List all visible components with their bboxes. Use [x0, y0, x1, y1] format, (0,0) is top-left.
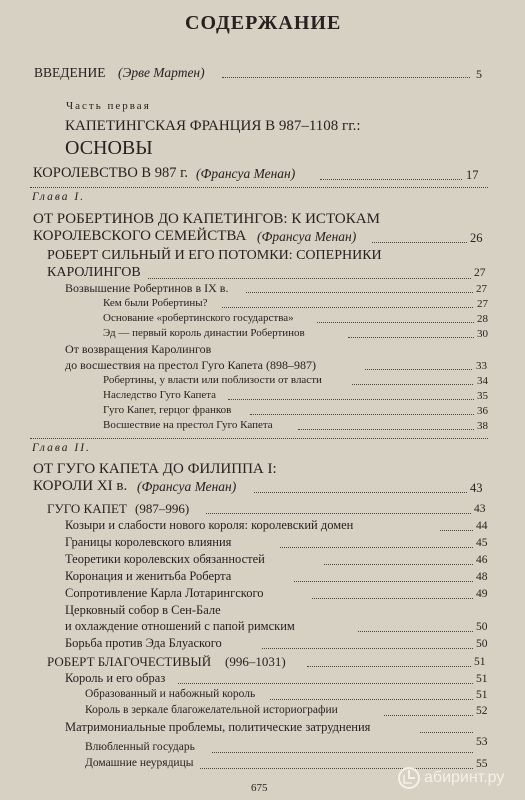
toc-page-number: 26	[470, 231, 483, 245]
toc-leader	[348, 337, 474, 338]
toc-entry-title: Образованный и набожный король	[85, 688, 256, 700]
toc-leader	[307, 666, 471, 667]
toc-leader	[298, 429, 474, 430]
chapter-1-title-line1: ОТ РОБЕРТИНОВ ДО КАПЕТИНГОВ: К ИСТОКАМ	[33, 211, 380, 227]
section-years-robert: (996–1031)	[225, 654, 286, 669]
chapter-1-label: Глава I.	[32, 191, 86, 203]
part-subtitle: ОСНОВЫ	[65, 137, 153, 159]
toc-leader	[372, 242, 467, 243]
chapter-divider	[30, 438, 488, 439]
toc-leader	[317, 322, 474, 323]
toc-leader	[384, 715, 473, 716]
toc-page-number: 52	[476, 705, 488, 717]
toc-entry-title: Матримониальные проблемы, политические затруднения	[65, 720, 371, 734]
toc-entry-title: Эд — первый король династии Робертинов	[103, 327, 305, 339]
toc-leader	[358, 631, 473, 632]
toc-leader	[440, 530, 473, 531]
toc-leader	[420, 732, 473, 733]
toc-leader	[312, 598, 473, 599]
toc-entry-title: Король и его образ	[65, 671, 166, 685]
toc-leader	[352, 384, 473, 385]
toc-page-number: 51	[474, 656, 486, 668]
toc-page-number: 43	[474, 503, 486, 515]
toc-page-number: 43	[470, 481, 483, 495]
toc-page-number: 30	[477, 328, 488, 340]
toc-entry-title: Наследство Гуго Капета	[103, 389, 217, 401]
toc-page-number: 46	[476, 554, 488, 566]
toc-page-number: 55	[476, 758, 488, 770]
toc-page-number: 27	[476, 283, 487, 295]
chapter-2-title-line2: КОРОЛИ XI в.	[33, 478, 128, 494]
toc-page-number: 51	[476, 689, 488, 701]
page-heading: СОДЕРЖАНИЕ	[185, 12, 342, 34]
section-title-robert: РОБЕРТ БЛАГОЧЕСТИВЫЙ	[47, 654, 212, 669]
toc-entry-intro-title: ВВЕДЕНИЕ	[34, 65, 106, 80]
chapter-2-author: (Франсуа Менан)	[137, 479, 237, 494]
toc-leader	[178, 683, 473, 684]
toc-entry-kingdom-title: КОРОЛЕВСТВО В 987 г.	[33, 165, 189, 181]
toc-leader	[246, 292, 473, 293]
part-label: Часть первая	[66, 100, 151, 112]
toc-page-number: 34	[477, 375, 488, 387]
toc-page-number: 44	[476, 520, 488, 532]
toc-entry-title: Основание «робертинского государства»	[103, 312, 294, 324]
toc-page-number: 35	[477, 390, 488, 402]
toc-leader	[212, 752, 473, 753]
toc-entry-title: Восшествие на престол Гуго Капета	[103, 419, 273, 431]
toc-page-number: 50	[476, 621, 488, 633]
toc-page-number: 28	[477, 313, 488, 325]
watermark	[398, 766, 513, 790]
toc-entry-title: Домашние неурядицы	[85, 757, 194, 769]
toc-entry-title: Король в зеркале благожелательной историографии	[85, 704, 338, 716]
toc-entry-title: Теоретики королевских обязанностей	[65, 552, 265, 566]
toc-entry-title-line2: до восшествия на престол Гуго Капета (898–987)	[65, 358, 316, 372]
chapter-2-label: Глава II.	[32, 442, 91, 454]
toc-leader	[148, 278, 471, 279]
toc-entry-title: Борьба против Эда Блуаского	[65, 636, 222, 650]
chapter-1-author: (Франсуа Менан)	[257, 229, 357, 244]
toc-page-number: 45	[476, 537, 488, 549]
toc-entry-title: Влюбленный государь	[85, 741, 195, 753]
toc-leader	[206, 513, 471, 514]
toc-entry-title-line1: От возвращения Каролингов	[65, 342, 212, 356]
toc-entry-intro-author: (Эрве Мартен)	[118, 65, 205, 80]
watermark-text: абиринт.ру	[424, 769, 505, 786]
toc-page-number: 17	[466, 168, 479, 182]
toc-entry-title: Коронация и женитьба Роберта	[65, 569, 232, 583]
toc-entry-kingdom-author: (Франсуа Менан)	[196, 166, 296, 181]
toc-leader	[294, 581, 473, 582]
toc-page-number: 36	[477, 405, 488, 417]
toc-entry-title: Возвышение Робертинов в IX в.	[65, 281, 229, 295]
toc-page-number: 27	[474, 267, 486, 279]
toc-entry-title: Кем были Робертины?	[103, 297, 208, 309]
toc-leader	[250, 414, 474, 415]
part-title: КАПЕТИНГСКАЯ ФРАНЦИЯ В 987–1108 гг.:	[65, 118, 361, 134]
toc-entry-title-line2: и охлаждение отношений с папой римским	[65, 619, 295, 633]
toc-leader	[320, 179, 462, 180]
chapter-1-title-line2: КОРОЛЕВСКОГО СЕМЕЙСТВА	[33, 228, 247, 244]
footer-page-number: 675	[251, 782, 268, 794]
toc-page-number: 50	[476, 638, 488, 650]
toc-page-number: 51	[476, 673, 488, 685]
toc-page-number: 33	[476, 360, 487, 372]
toc-leader	[222, 77, 470, 78]
toc-leader	[324, 564, 473, 565]
toc-entry-title: Гуго Капет, герцог франков	[103, 404, 232, 416]
toc-entry-title: Робертины, у власти или поблизости от власти	[103, 374, 322, 386]
toc-leader	[228, 399, 474, 400]
section-title-line1: РОБЕРТ СИЛЬНЫЙ И ЕГО ПОТОМКИ: СОПЕРНИКИ	[47, 248, 382, 263]
toc-leader	[280, 547, 473, 548]
toc-page-number: 53	[476, 736, 488, 748]
toc-page-number: 49	[476, 588, 488, 600]
section-title-line2: КАРОЛИНГОВ	[47, 265, 141, 280]
toc-entry-title: Сопротивление Карла Лотарингского	[65, 586, 264, 600]
toc-page-number: 38	[477, 420, 488, 432]
section-years-hugo: (987–996)	[135, 501, 190, 516]
section-title-hugo: ГУГО КАПЕТ	[47, 501, 127, 516]
toc-entry-title-line1: Церковный собор в Сен-Бале	[65, 603, 221, 617]
toc-leader	[222, 307, 473, 308]
toc-page-number: 48	[476, 571, 488, 583]
chapter-divider	[30, 187, 488, 188]
chapter-2-title-line1: ОТ ГУГО КАПЕТА ДО ФИЛИППА I:	[33, 461, 277, 477]
toc-entry-title: Козыри и слабости нового короля: королевский домен	[65, 518, 354, 532]
toc-entry-title: Границы королевского влияния	[65, 535, 232, 549]
toc-page-number: 5	[476, 67, 482, 81]
toc-leader	[262, 648, 473, 649]
toc-leader	[254, 492, 467, 493]
toc-leader	[270, 699, 473, 700]
toc-page-number: 27	[477, 298, 488, 310]
labyrinth-logo-icon	[398, 767, 420, 789]
toc-leader	[365, 369, 472, 370]
